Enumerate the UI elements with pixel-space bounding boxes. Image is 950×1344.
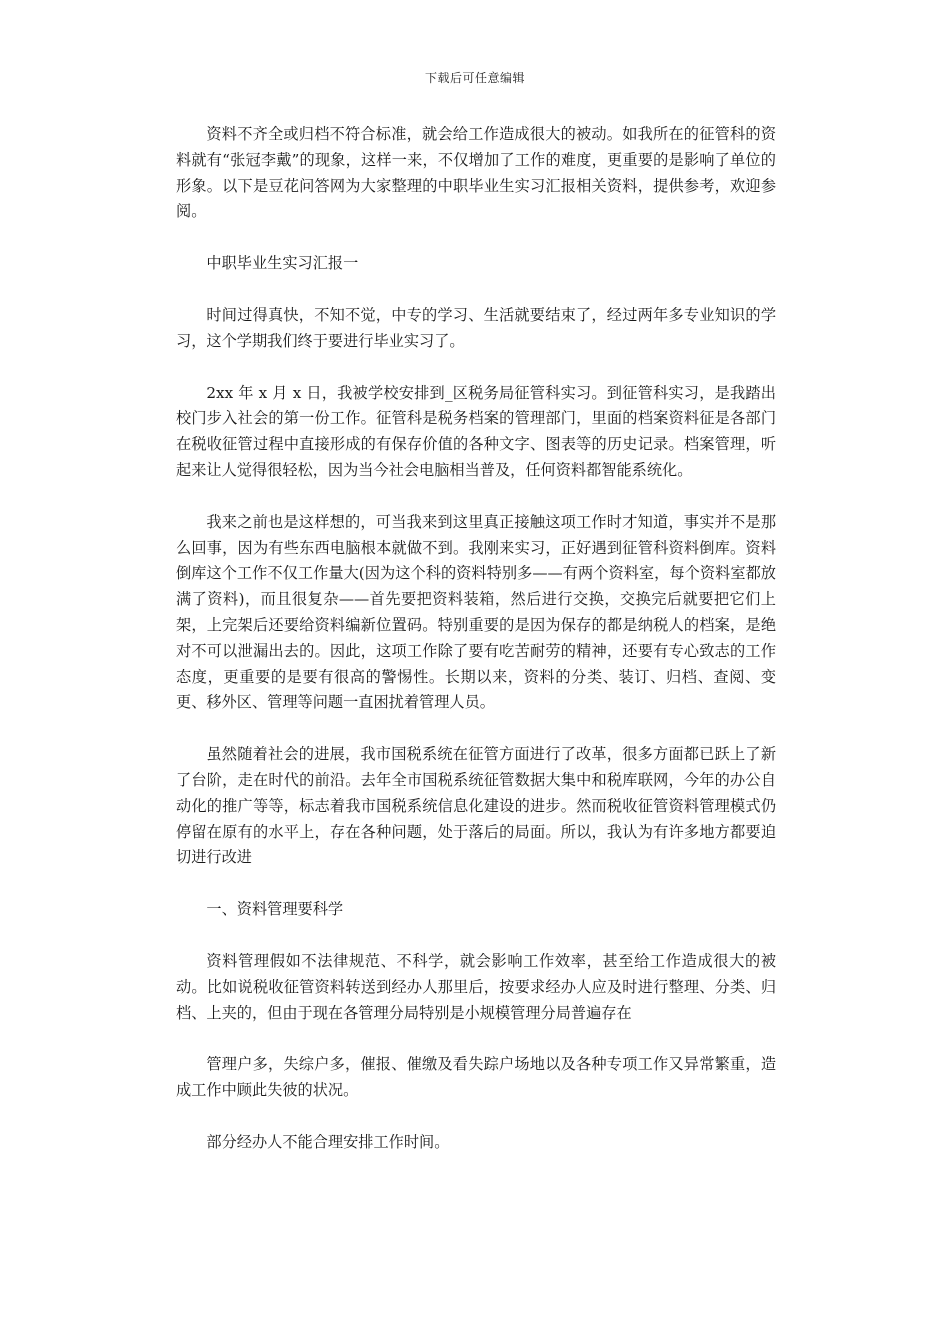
section-title: 中职毕业生实习汇报一 xyxy=(206,254,359,273)
paragraph: 2xx 年 x 月 x 日，我被学校安排到_区税务局征管科实习。到征管科实习，是我踏出校门步入社会的第一份工作。征管科是税务档案的管理部门，里面的档案资料征是各部门在税收征管过程中直接形成的有保存价值的各种文字、图表等的历史记录。档案管理，听起来让人觉得很轻松，因为当今社会电脑相当普及，任何资料都智能系统化。 xyxy=(176,383,776,479)
paragraph: 资料管理假如不法律规范、不科学，就会影响工作效率，甚至给工作造成很大的被动。比如说税收征管资料转送到经办人那里后，按要求经办人应及时进行整理、分类、归档、上夹的，但由于现在各管理分局特别是小规模管理分局普遍存在 xyxy=(176,951,776,1022)
paragraph: 我来之前也是这样想的，可当我来到这里真正接触这项工作时才知道，事实并不是那么回事，因为有些东西电脑根本就做不到。我刚来实习，正好遇到征管科资料倒库。资料倒库这个工作不仅工作量大(因为这个科的资料特别多——有两个资料室，每个资料室都放满了资料)，而且很复杂——首先要把资料装箱，然后进行交换，交换完后就要把它们上架，上完架后还要给资料编新位置码。特别重要的是因为保存的都是纳税人的档案，是绝对不可以泄漏出去的。因此，这项工作除了要有吃苦耐劳的精神，还要有专心致志的工作态度，更重要的是要有很高的警惕性。长期以来，资料的分类、装订、归档、查阅、变更、移外区、管理等问题一直困扰着管理人员。 xyxy=(176,512,776,712)
section-heading: 一、资料管理要科学 xyxy=(206,900,344,919)
paragraph: 部分经办人不能合理安排工作时间。 xyxy=(206,1132,450,1151)
page-header-note: 下载后可任意编辑 xyxy=(424,71,525,85)
document-body xyxy=(176,122,776,1182)
paragraph: 时间过得真快，不知不觉，中专的学习、生活就要结束了，经过两年多专业知识的学习，这个学期我们终于要进行毕业实习了。 xyxy=(176,305,776,350)
paragraph: 虽然随着社会的进展，我市国税系统在征管方面进行了改革，很多方面都已跃上了新了台阶，走在时代的前沿。去年全市国税系统征管数据大集中和税库联网，今年的办公自动化的推广等等，标志着我市国税系统信息化建设的进步。然而税收征管资料管理模式仍停留在原有的水平上，存在各种问题，处于落后的局面。所以，我认为有许多地方都要迫切进行改进 xyxy=(176,745,776,867)
paragraph: 管理户多，失综户多，催报、催缴及看失踪户场地以及各种专项工作又异常繁重，造成工作中顾此失彼的状况。 xyxy=(176,1055,776,1100)
paragraph-intro: 资料不齐全或归档不符合标准，就会给工作造成很大的被动。如我所在的征管科的资料就有“张冠李戴”的现象，这样一来，不仅增加了工作的难度，更重要的是影响了单位的形象。以下是豆花问答网为大家整理的中职毕业生实习汇报相关资料，提供参考，欢迎参阅。 xyxy=(176,125,776,221)
